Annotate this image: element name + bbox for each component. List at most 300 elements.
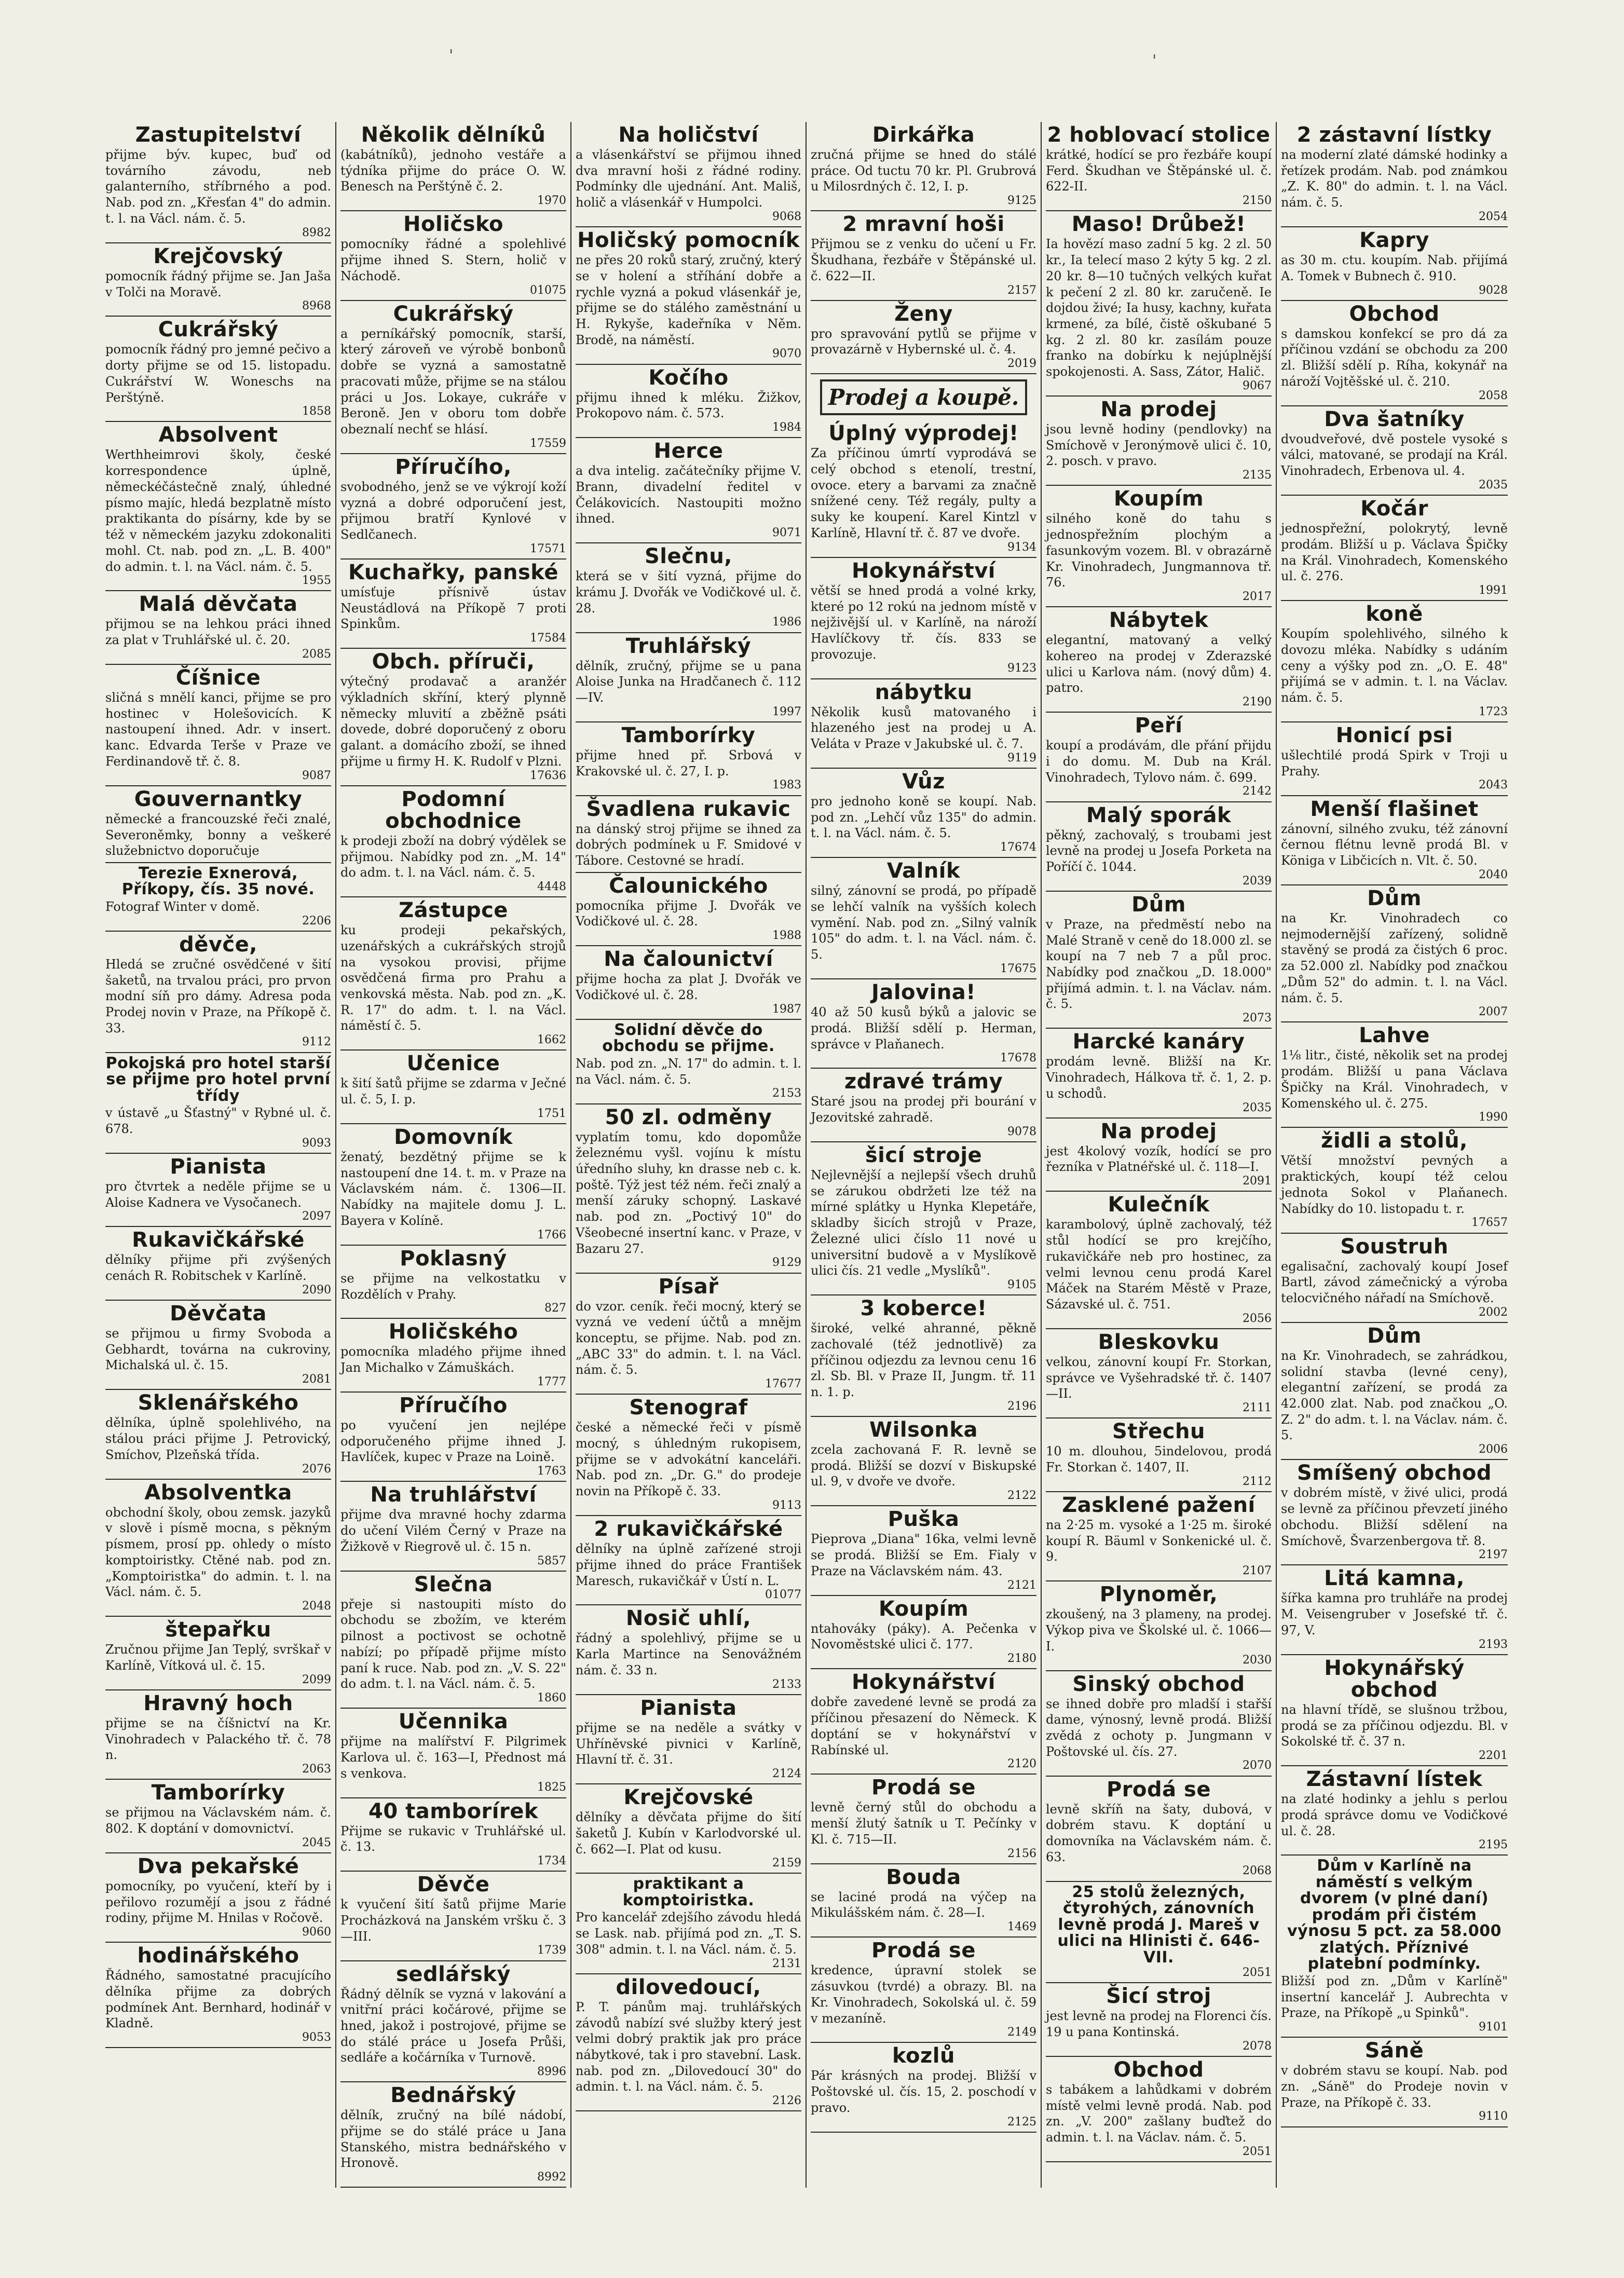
ad-number: 2078 xyxy=(1243,2039,1272,2053)
ad-text: jednospřežní, polokrytý, levně prodám. Bližší u p. Václava Špičky na Král. Vinohradech, Komenského ul. č. 276. xyxy=(1281,521,1508,584)
classified-ad xyxy=(576,365,801,439)
ad-text: jsou levně hodiny (pendlovky) na Smíchově v Jeronýmově ulici č. 10, 2. posch. v pravo. xyxy=(1046,422,1272,469)
ad-text: ženatý, bezdětný přijme se k nastoupení dne 14. t. m. v Praze na Václavském nám. č. 1306—II. Nabídky na majitele domu J. L. Bayera v Kolíně. xyxy=(340,1150,566,1228)
classified-ad xyxy=(340,1482,566,1571)
ad-title: praktikant a komptoiristka. xyxy=(622,1875,755,1909)
classified-ad xyxy=(1046,1581,1272,1671)
ad-text: přijmou se na lehkou práci ihned za plat v Truhlářské ul. č. 20. xyxy=(105,617,331,648)
ad-title: Prodá se xyxy=(871,1939,976,1963)
ad-title: Smíšený obchod xyxy=(1297,1461,1492,1485)
ad-text: na dánský stroj přijme se ihned za dobrých podmínek u F. Smidové v Tábore. Cestovné se hradí. xyxy=(576,821,801,868)
ad-number: 1766 xyxy=(537,1228,566,1242)
classified-ad xyxy=(340,560,566,649)
ad-number: 5857 xyxy=(537,1554,566,1567)
ad-text: s damskou konfekcí se pro dá za příčinou vzdání se obchodu za 200 zl. Bližší sdělí p. Ríha, kokynář na nároží Vojtěšské ul. č. 210. xyxy=(1281,326,1508,389)
ad-text: přijme býv. kupec, buď od továrního závodu, neb galanterního, stříbrného a pod. Nab. pod zn. „Křesťan 4" do admin. t. l. na Václ. nám. č. 5. xyxy=(105,147,331,226)
ad-title: Krejčovské xyxy=(623,1785,754,1810)
ad-number: 9053 xyxy=(302,2031,331,2044)
classified-ad xyxy=(1046,486,1272,607)
ad-text: Zručnou přijme Jan Teplý, svrškař v Karlíně, Vítková ul. č. 15. xyxy=(105,1642,331,1673)
ad-title: Koupím xyxy=(1113,487,1204,511)
ad-number: 2019 xyxy=(1007,357,1036,371)
ad-number: 9071 xyxy=(772,526,801,540)
classified-ad xyxy=(576,1395,801,1516)
classified-ad xyxy=(340,786,566,897)
ad-number: 17559 xyxy=(530,436,566,450)
ad-number: 2125 xyxy=(1007,2115,1036,2129)
ad-text: Fotograf Winter v domě. xyxy=(105,899,260,914)
ad-text: (kabátníků), jednoho vestáře a týdníka přijme do práce O. W. Benesch na Perštýně č. 2. xyxy=(340,147,566,194)
classified-ad xyxy=(811,1142,1036,1295)
ad-text: pro spravování pytlů se přijme v provazárně v Hybernské ul. č. 4. xyxy=(811,326,1036,357)
classified-ad xyxy=(1281,406,1508,496)
classified-ad xyxy=(105,932,331,1053)
ad-text: dvoudveřové, dvě postele vysoké s válci, matované, se prodají na Král. Vinohradech, Erbenova ul. 4. xyxy=(1281,431,1508,479)
classified-ad xyxy=(105,786,331,863)
ad-number: 2149 xyxy=(1007,2026,1036,2039)
ad-title: Šicí stroj xyxy=(1106,1984,1211,2009)
ad-number: 17677 xyxy=(765,1377,801,1391)
ad-title: Děvčata xyxy=(170,1302,267,1326)
ad-number: 2111 xyxy=(1243,1401,1272,1414)
ad-text: která se v šití vyzná, přijme do krámu J. Dvořák ve Vodičkové ul. č. 28. xyxy=(576,569,801,616)
ad-text: v dobrém stavu se koupí. Nab. pod zn. „Sáně" do Prodeje novin v Praze, na Příkopě č. 33. xyxy=(1281,2063,1508,2110)
classified-ad xyxy=(1281,2038,1508,2127)
ad-number: 2180 xyxy=(1007,1652,1036,1666)
ad-text: pomocníka přijme J. Dvořák ve Vodičkové ul. č. 28. xyxy=(576,898,801,929)
classified-ad xyxy=(576,122,801,227)
classified-ad xyxy=(105,1617,331,1690)
ad-title: Rukavičkářské xyxy=(132,1228,305,1252)
ad-number: 1970 xyxy=(537,194,566,208)
classified-ad xyxy=(576,1784,801,1874)
ad-title: Solidní děvče do obchodu se přijme. xyxy=(602,1020,775,1056)
ad-title: Úplný výprodej! xyxy=(828,421,1019,446)
ad-number: 9119 xyxy=(1007,751,1036,765)
ad-number: 2051 xyxy=(1243,1966,1272,1980)
classified-ad xyxy=(811,1938,1036,2043)
ad-number: 2201 xyxy=(1479,1749,1508,1762)
ad-text: a perníkářský pomocník, starší, který zároveň ve výrobě bonbonů dobře se vyzná a samostatně pracovati může, přijme se na stálou práci u Jos. Lokaye, cukráře v Beroně. Jen v oboru tom dobře obeznalí nechť se hlásí. xyxy=(340,326,566,436)
classified-ad xyxy=(105,1780,331,1853)
classified-ad xyxy=(576,543,801,633)
ad-number: 17571 xyxy=(530,542,566,555)
ad-text: Několik kusů matovaného i hlazeného jest na prodej u A. Veláta v Praze v Jakubské ul. č. 7. xyxy=(811,704,1036,752)
ad-text: k šití šatů přijme se zdarma v Ječné ul. č. 5, I. p. xyxy=(340,1076,566,1107)
classified-ad xyxy=(576,873,801,947)
ad-title: Kočího xyxy=(648,365,729,390)
classified-ad xyxy=(1281,722,1508,796)
ad-title: Jalovina! xyxy=(871,980,976,1005)
ad-text: do vzor. ceník. řeči mocný, který se vyzná ve vedení účtů a mnějm konceptu, se přijme. Nab. pod zn. „ABC 33" do admin. t. l. na Václ. nám. č. 5. xyxy=(576,1299,801,1377)
ad-text: jest levně na prodej na Florenci čís. 19 u pana Kontinská. xyxy=(1046,2009,1272,2040)
ad-number: 9078 xyxy=(1007,1125,1036,1138)
ad-number: 2156 xyxy=(1007,1847,1036,1860)
ad-number: 9068 xyxy=(772,210,801,223)
ad-number: 17674 xyxy=(1000,841,1036,854)
ad-title: Hokynářský obchod xyxy=(1324,1656,1465,1702)
ad-number: 1955 xyxy=(302,574,331,588)
ad-text: egalisační, zachovalý koupí Josef Bartl, závod zámečnický a výroba telocvičného nářadí na Smíchově. xyxy=(1281,1259,1508,1305)
classified-ad xyxy=(1281,301,1508,406)
classified-ad xyxy=(1046,802,1272,892)
classified-ad xyxy=(105,317,331,422)
classified-ad xyxy=(811,122,1036,211)
classified-ad xyxy=(811,211,1036,301)
ad-title: děvče, xyxy=(179,932,257,957)
ad-number: 2045 xyxy=(302,1836,331,1849)
ad-number: 2133 xyxy=(772,1677,801,1691)
ad-number: 1734 xyxy=(537,1854,566,1867)
ad-title: Slečnu, xyxy=(644,544,732,569)
classified-ad xyxy=(811,858,1036,979)
classified-ad xyxy=(1281,227,1508,301)
ad-number: 17675 xyxy=(1000,962,1036,975)
ad-text: vyplatím tomu, kdo dopomůže železnému vyšl. vojínu k místu úředního sluhy, kn drasse neb c. k. poště. Týž jest též ném. řeči znalý a menší záruky schopný. Laskavé nab. pod zn. „Poctivý 10" do Všeobecné insertní kanc. v Praze, v Bazaru 27. xyxy=(576,1129,801,1256)
classified-ad xyxy=(576,1974,801,2112)
ad-number: 2081 xyxy=(302,1373,331,1386)
ad-text: šířka kamna pro truhláře na prodej M. Veisengruber v Josefské tř. č. 97, V. xyxy=(1281,1591,1508,1638)
ad-number: 2196 xyxy=(1007,1399,1036,1413)
classified-ad xyxy=(1281,1460,1508,1565)
ad-title: 3 koberce! xyxy=(860,1297,987,1321)
ad-text: přijme hned př. Srbová v Krakovské ul. č. 27, I. p. xyxy=(576,747,801,779)
ad-number: 2197 xyxy=(1479,1548,1508,1562)
classified-ad xyxy=(105,1943,331,2048)
ad-title: Zasklené pažení xyxy=(1062,1493,1255,1517)
ad-text: pomocník řádný pro jemné pečivo a dorty přijme se od 15. listopadu. Cukrářství W. Woneschs na Perštýně. xyxy=(105,342,331,405)
ad-title: Ženy xyxy=(894,302,953,326)
ad-title: Kapry xyxy=(1359,228,1429,253)
classified-ad xyxy=(576,438,801,543)
ad-title: Dva pekařské xyxy=(137,1854,299,1878)
classified-ad xyxy=(1046,1029,1272,1118)
ad-number: 1991 xyxy=(1479,583,1508,597)
ad-number: 4448 xyxy=(537,880,566,893)
classified-ad xyxy=(340,1319,566,1393)
ad-text: na moderní zlaté dámské hodinky a řetízek prodám. Nab. pod známkou „Z. K. 80" do admin. t. l. na Václ. nám. č. 5. xyxy=(1281,147,1508,210)
ad-text: pěkný, zachovalý, s troubami jest levně na prodej u Josefa Porketa na Poříčí č. 1044. xyxy=(1046,827,1272,874)
ad-text: ku prodeji pekařských, uzenářských a cukrářských strojů na vysokou provisi, přijme osvědčená firma pro Prahu a venkovská města. Nab. pod zn. „K. R. 17" do adm. t. l. na Václ. náměstí č. 5. xyxy=(340,923,566,1033)
ad-number: 8982 xyxy=(302,226,331,239)
classified-ad xyxy=(105,1301,331,1390)
ad-number: 2002 xyxy=(1479,1305,1508,1319)
classified-ad xyxy=(576,1874,801,1974)
ad-text: 40 až 50 kusů býků a jalovic se prodá. Bližší sdělí p. Herman, správce v Plaňanech. xyxy=(811,1005,1036,1052)
classified-ad xyxy=(811,1295,1036,1417)
ad-text: přijme se na číšnictví na Kr. Vinohradech v Palackého tř. č. 78 n. xyxy=(105,1715,331,1763)
ad-text: Za příčinou úmrtí vyprodává se celý obchod s etenolí, trestní, ovoce. etery a barvami za značně snížené ceny. Též regály, pulty a suky ke koupení. Karel Kintzl v Karlíně, Hlavní tř. č. 87 ve dvoře. xyxy=(811,446,1036,540)
classified-ad xyxy=(105,422,331,591)
ad-text: dělník, zručný, přijme se u pana Aloise Junka na Hradčanech č. 112—IV. xyxy=(576,658,801,705)
ad-title: Zástupce xyxy=(399,898,508,923)
ad-text: krátké, hodící se pro řezbáře koupí Ferd. Škudhan ve Štěpánské ul. č. 622-II. xyxy=(1046,147,1272,194)
ad-number: 1983 xyxy=(772,779,801,792)
ad-text: Koupím spolehlivého, silného k dovozu mléka. Nabídky s udáním ceny a výšky pod zn. „O. E. 48" přijímá se v admin. t. l. na Václav. nám. č. 5. xyxy=(1281,626,1508,705)
classified-ad xyxy=(811,1417,1036,1506)
ad-number: 2124 xyxy=(772,1767,801,1780)
column-6 xyxy=(1277,122,1512,2188)
ad-text: Větší množství pevných a praktických, koupí též celou jednota Sokol v Plaňanech. Nabídky do 10. listopadu t. r. xyxy=(1281,1153,1508,1216)
ad-number: 2126 xyxy=(772,2094,801,2108)
ad-title: 40 tamborírek xyxy=(369,1799,538,1823)
column-2 xyxy=(336,122,571,2188)
ad-number: 2058 xyxy=(1479,389,1508,402)
ad-text: a dva intelig. začátečníky přijme V. Brann, divadelní ředitel v Čelákovicích. Nastoupiti možno ihned. xyxy=(576,463,801,526)
ad-title: Sklenářského xyxy=(138,1391,299,1415)
ad-number: 2073 xyxy=(1243,1012,1272,1025)
ad-title: Honicí psi xyxy=(1335,723,1453,747)
classified-ad xyxy=(1281,796,1508,885)
ad-text: přijme hocha za plat J. Dvořák ve Vodičkové ul. č. 28. xyxy=(576,972,801,1003)
ad-title: Koupím xyxy=(878,1597,969,1621)
classified-ad xyxy=(340,1572,566,1709)
ad-title: 2 hoblovací stolice xyxy=(1047,123,1271,147)
ad-number: 2076 xyxy=(302,1462,331,1476)
classified-ad xyxy=(1046,1418,1272,1492)
classified-ad xyxy=(1281,1323,1508,1461)
ad-text: Staré jsou na prodej při bourání v Jezovitské zahradě. xyxy=(811,1094,1036,1125)
ad-title: Děvče xyxy=(417,1873,490,1897)
ad-text: pro jednoho koně se koupí. Nab. pod zn. „Lehčí vůz 135" do admin. t. l. na Václ. nám. č. 5. xyxy=(811,794,1036,841)
ad-title: Na čalounictví xyxy=(604,947,773,972)
ad-title: Stenograf xyxy=(629,1396,748,1420)
ad-title: 2 mravní hoši xyxy=(842,212,1005,237)
ad-text: 1⅛ litr., čisté, několik set na prodej prodám. Bližší u pana Václava Špičky na Král. Vinohradech, v Komenského ul. č. 275. xyxy=(1281,1048,1508,1111)
ad-text: dělníky přijme při zvýšených cenách R. Robitschek v Karlíně. xyxy=(105,1252,331,1284)
ad-text: silného koně do tahu s jednospřežním plochým a fasunkovým vozem. Bl. v obrazárně Kr. Vinohradech, Jungmannova tř. 76. xyxy=(1046,511,1272,590)
classified-ad xyxy=(105,591,331,665)
ad-text: 10 m. dlouhou, 5indelovou, prodá Fr. Storkan č. 1407, II. xyxy=(1046,1444,1272,1475)
classified-ad xyxy=(1046,1671,1272,1777)
ad-title: Příručího, xyxy=(395,455,512,479)
ad-number: 9129 xyxy=(772,1256,801,1270)
ad-title: Gouvernantky xyxy=(134,787,303,811)
ad-text: přijme dva mravné hochy zdarma do učení Vilém Černý v Praze na Žižkově v Riegrově ul. č. 15 n. xyxy=(340,1507,566,1554)
classified-ad xyxy=(340,1124,566,1246)
ad-number: 8968 xyxy=(302,299,331,313)
ad-number: 2054 xyxy=(1479,210,1508,223)
classified-ad xyxy=(340,1961,566,2083)
classified-ad xyxy=(340,1872,566,1961)
ad-number: 1469 xyxy=(1007,1920,1036,1934)
ad-text: Hledá se zručné osvědčené v šití šaketů, na trvalou práci, pro prvon modní síň pro dámy. Adresa poda Prodej novin v Praze, na Příkopě č. 33. xyxy=(105,957,331,1035)
ad-text: ušlechtilé prodá Spirk v Troji u Prahy. xyxy=(1281,747,1508,779)
classified-ad xyxy=(576,1695,801,1784)
ad-number: 9093 xyxy=(302,1136,331,1150)
classified-ad xyxy=(1046,397,1272,486)
classified-ad xyxy=(1281,885,1508,1023)
ad-title: Kulečník xyxy=(1108,1193,1210,1217)
ad-number: 827 xyxy=(544,1302,566,1315)
ad-number: 1988 xyxy=(772,929,801,943)
classified-ad xyxy=(105,1390,331,1479)
ad-text: dělníka, úplně spolehlivého, na stálou práci přijme J. Petrovický, Smíchov, Plzeňská třída. xyxy=(105,1415,331,1462)
ad-title: židli a stolů, xyxy=(1321,1129,1468,1153)
ad-title: Na truhlářství xyxy=(370,1483,537,1507)
ad-text: k vyučení šití šatů přijme Marie Procházková na Janském vršku č. 3—III. xyxy=(340,1897,566,1944)
ad-title: zdravé trámy xyxy=(844,1070,1003,1094)
ad-title: Cukrářský xyxy=(158,318,279,342)
classified-ad xyxy=(811,301,1036,375)
ad-title: Učenice xyxy=(406,1052,500,1076)
ad-text: ne přes 20 roků starý, zručný, který se v holení a stříhání dobře a rychle vyzná a pokud vlásenkář je, přijme se do stálého zaměstnání u H. Rykyše, kadeřníka v Něm. Brodě, na náměstí. xyxy=(576,253,801,347)
ad-title: štepařku xyxy=(165,1618,271,1642)
ad-number: 17657 xyxy=(1471,1216,1508,1230)
ad-text: a vlásenkářství se přijmou ihned dva mravní hoši z řádné rodiny. Podmínky dle ujednání. Ant. Mališ, holič a vlásenkář v Humpolci. xyxy=(576,147,801,210)
classified-ad xyxy=(1046,1492,1272,1581)
ad-title: Čalounického xyxy=(609,874,768,898)
ad-number: 9113 xyxy=(772,1498,801,1512)
ad-text: v dobrém místě, v živé ulici, prodá se levně za příčinou převzetí jiného obchodu. Bližší sdělení na Smíchově, Švarzenbergova tř. 8. xyxy=(1281,1485,1508,1548)
classified-ad xyxy=(811,2043,1036,2132)
ad-number: 2030 xyxy=(1243,1654,1272,1667)
ad-title: Peří xyxy=(1135,714,1183,738)
ad-title: Obchod xyxy=(1349,302,1440,326)
ad-text: zcela zachovaná F. R. levně se prodá. Bližší se dozví v Biskupské ul. 9, v dvoře ve dvoře. xyxy=(811,1442,1036,1489)
ad-text: větší se hned prodá a volné krky, které po 12 rokú na jednom místě v nejživější ul. v Karlíně, na nároží Havlíčkovy tř. čís. 833 se provozuje. xyxy=(811,583,1036,662)
ad-number: 1763 xyxy=(537,1465,566,1478)
ad-title: nábytku xyxy=(875,680,973,704)
ad-number: 1662 xyxy=(537,1033,566,1047)
ad-text: Bližší pod zn. „Dům v Karlíně" insertní kancelář J. Aubrechta v Praze, na Příkopě „u Spinků". xyxy=(1281,1973,1508,2021)
ad-title: Absolvent xyxy=(158,423,278,447)
ad-text: svobodného, jenž se ve výkrojí koží vyzná a dobré odporučení jest, přijmou bratří Kynlové v Sedlčanech. xyxy=(340,479,566,542)
classified-ad xyxy=(105,1053,331,1154)
ad-text: dělníky a děvčata přijme do šití šaketů J. Kubín v Karlodvorské ul. č. 662—I. Plat od kusu. xyxy=(576,1810,801,1857)
classified-ad xyxy=(1281,1022,1508,1128)
classified-ad xyxy=(811,1596,1036,1670)
ad-title: Několik dělníků xyxy=(361,123,546,147)
classified-ad xyxy=(811,769,1036,858)
ad-title: Bleskovku xyxy=(1098,1330,1220,1354)
ad-title: Holičsko xyxy=(403,212,503,237)
classified-ad xyxy=(1281,496,1508,601)
classified-ad xyxy=(576,227,801,365)
ad-title: koně xyxy=(1366,602,1423,626)
ad-text: Přijme se rukavic v Truhlářské ul. č. 13. xyxy=(340,1823,566,1854)
ad-text: velkou, zánovní koupí Fr. Storkan, správce ve Vyšehradské tř. č. 1407—II. xyxy=(1046,1354,1272,1401)
ad-number: 9087 xyxy=(302,769,331,782)
ad-number: 2195 xyxy=(1479,1838,1508,1852)
ad-number: 2051 xyxy=(1243,2145,1272,2158)
ad-title: Prodá se xyxy=(871,1776,976,1800)
ad-text: Werthheimrovi školy, české korrespondence úplně, německéčástečně znalý, úhledné písmo majíc, hledá bezplatně místo praktikanta do písárny, kde by se též v německém jazyku zdokonaliti mohl. Ct. nab. pod zn. „L. B. 400" do admin. t. l. na Václ. nám. č. 5. xyxy=(105,447,331,574)
classified-ad xyxy=(105,1227,331,1301)
ad-number: 2190 xyxy=(1243,695,1272,708)
ad-title: Zástavní lístek xyxy=(1306,1767,1483,1792)
page-mark-right: ' xyxy=(1152,52,1157,70)
ad-number: 2097 xyxy=(302,1210,331,1223)
classified-ad xyxy=(340,122,566,211)
ad-number: 9067 xyxy=(1243,379,1272,392)
ad-title: 50 zl. odměny xyxy=(605,1105,772,1129)
classified-ad xyxy=(105,665,331,786)
ad-title: Hravný hoch xyxy=(143,1691,293,1715)
ad-text: Nejlevnější a nejlepší všech druhů se zárukou obdržeti lze též na mírné splátky u Hynka Klepetáře, skladby šicích strojů v Praze, Železné ulici číslo 11 nové u universitní budově a v Myslíkově ulici čís. 21 vedle „Myslíků". xyxy=(811,1168,1036,1278)
ad-title: Holičský pomocník xyxy=(577,228,800,253)
ad-text: pomocníky, po vyučení, kteří by i peřilovo rozumějí a jsou z řádné rodiny, přijme M. Hnilas v Ročově. xyxy=(105,1878,331,1926)
ad-text: Pár krásných na prodej. Bližší v Poštovské ul. čís. 15, 2. poschodí v pravo. xyxy=(811,2068,1036,2115)
ad-title: Nosič uhlí, xyxy=(625,1606,752,1631)
ad-title: Malý sporák xyxy=(1086,803,1232,827)
classified-ad xyxy=(1046,122,1272,211)
classified-ad xyxy=(576,796,801,873)
ad-title: Plynoměr, xyxy=(1099,1583,1218,1607)
classified-ad xyxy=(340,1051,566,1124)
ad-text: zkoušený, na 3 plameny, na prodej. Výkop piva ve Školské ul. č. 1066—I. xyxy=(1046,1607,1272,1654)
ad-text: dělník, zručný na bílé nádobí, přijme se do stálé práce u Jana Stanského, mistra bednářského v Hronově. xyxy=(340,2108,566,2171)
ad-number: 01077 xyxy=(765,1588,801,1602)
classified-ad xyxy=(1281,1565,1508,1655)
ad-number: 9070 xyxy=(772,347,801,361)
ad-title: kozlů xyxy=(892,2044,955,2068)
ad-number: 2142 xyxy=(1243,785,1272,798)
ad-number: 9105 xyxy=(1007,1278,1036,1292)
ad-number: 2193 xyxy=(1479,1638,1508,1651)
ad-number: 1987 xyxy=(772,1002,801,1016)
ad-text: koupí a prodávám, dle přání přijdu i do domu. M. Dub na Král. Vinohradech, Tylovo nám. č. 699. xyxy=(1046,738,1272,785)
ad-title: Slečna xyxy=(414,1572,493,1597)
ad-title: Harcké kanáry xyxy=(1072,1030,1245,1054)
ad-number: 1986 xyxy=(772,616,801,629)
page-mark-left: ' xyxy=(449,47,454,65)
ad-title: Švadlena rukavic xyxy=(586,797,791,821)
ad-text: pro čtvrtek a neděle přijme se u Aloise Kadnera ve Vysočanech. xyxy=(105,1179,331,1210)
ad-number: 2206 xyxy=(302,914,331,927)
ad-number: 2159 xyxy=(772,1857,801,1870)
classified-ad xyxy=(576,722,801,796)
ad-title: Dirkářka xyxy=(872,123,975,147)
column-1 xyxy=(101,122,336,2188)
classified-ad xyxy=(105,243,331,317)
ad-text: pomocník řádný přijme se. Jan Jaša v Tolči na Moravě. xyxy=(105,268,331,299)
classified-ad xyxy=(340,897,566,1051)
classified-ad xyxy=(576,1020,801,1104)
ad-title: Obch. příruči, xyxy=(372,650,535,674)
ad-title: Tamborírky xyxy=(621,723,756,747)
ad-title: Obchod xyxy=(1113,2057,1204,2082)
ad-title: Wilsonka xyxy=(869,1418,978,1442)
ad-text: výtečný prodavač a aranžér výkladních skříní, který plynně německy mluvití a zběžně psáti dovede, dobré doporučený z oboru galant. a domácího zboží, se ihned přijme u firmy H. K. Rudolf v Plzni. xyxy=(340,674,566,769)
ad-number: 8996 xyxy=(537,2065,566,2079)
ad-text: ntahovákу (páky). A. Pečenka v Novoměstské ulici č. 177. xyxy=(811,1621,1036,1652)
ad-title: Na holičství xyxy=(618,123,759,147)
ad-text: české a německé řeči v písmě mocný, s úhledným rukopisem, přijme se v advokátní kanceláři. Nab. pod zn. „Dr. G." do prodeje novin na Příkopě č. 33. xyxy=(576,1420,801,1499)
classified-ad xyxy=(1046,1192,1272,1329)
classified-ad xyxy=(1281,601,1508,722)
ad-number: 2131 xyxy=(772,1957,801,1970)
classified-ad xyxy=(811,558,1036,679)
classified-ad xyxy=(1281,1856,1508,2038)
ad-title: Soustruh xyxy=(1340,1234,1449,1259)
classified-ad xyxy=(1281,1234,1508,1323)
ad-text: přijme na malířství F. Pilgrimek Karlova ul. č. 163—I, Přednost má s venkova. xyxy=(340,1734,566,1781)
ad-text: silný, zánovní se prodá, po případě se lehčí valník na vyšších kolech vymění. Nab. pod zn. „Silný valník 105" do adm. t. l. na Václ. nám. č. 5. xyxy=(811,883,1036,962)
ad-title: Litá kamna, xyxy=(1324,1566,1465,1591)
ad-text: se přijmou u firmy Svoboda a Gebhardt, továrna na cukroviny, Michalská ul. č. 15. xyxy=(105,1326,331,1373)
ad-text: kredence, úpravní stolek se zásuvkou (tvrdé) a obrazy. Bl. na Kr. Vinohradech, Sokolská ul. č. 59 v mezaníně. xyxy=(811,1963,1036,2026)
ad-number: 2099 xyxy=(302,1673,331,1686)
ad-number: 9028 xyxy=(1479,283,1508,297)
ad-title: Nábytek xyxy=(1109,608,1209,633)
ad-text: na Kr. Vinohradech co nejmodernější zařízený, solidně stavěný se prodá za čistých 6 proc. za 52.000 zl. Nabídky pod značkou „Dům 52" do admin. t. l. na Václ. nám. č. 5. xyxy=(1281,910,1508,1005)
ad-title: Puška xyxy=(888,1507,960,1532)
ad-text: as 30 m. ctu. koupím. Nab. přijímá A. Tomek v Bubnech č. 910. xyxy=(1281,253,1508,283)
ad-title: Učennika xyxy=(398,1710,509,1734)
classified-ad xyxy=(811,420,1036,558)
ad-text: se přijmou na Václavském nám. č. 802. K doptání v domovnictví. xyxy=(105,1805,331,1836)
